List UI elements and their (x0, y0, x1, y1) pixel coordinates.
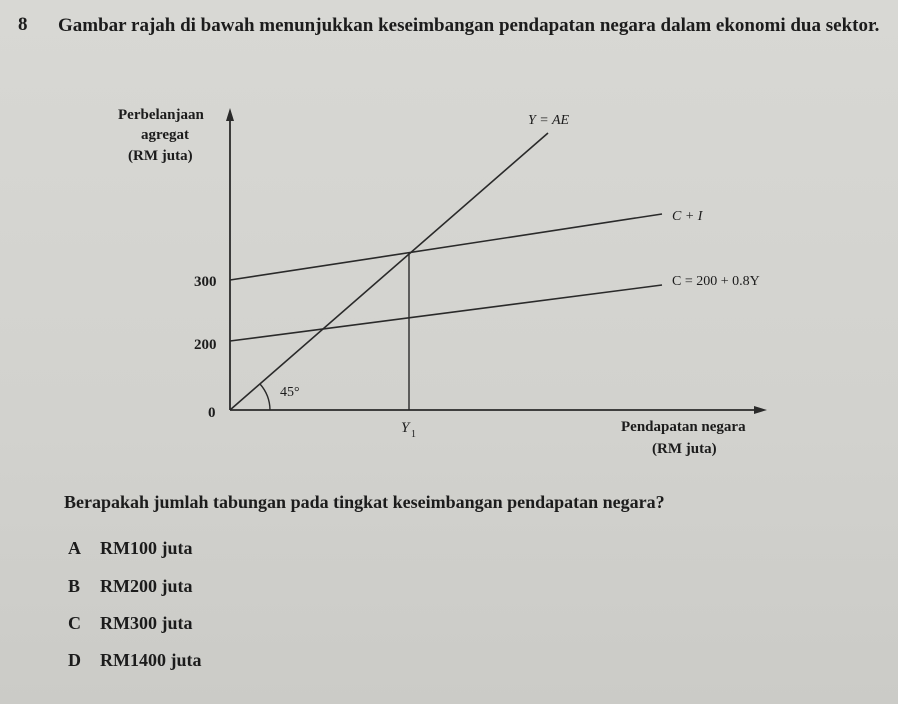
origin-label: 0 (208, 405, 216, 421)
option-b[interactable] (68, 576, 193, 597)
y-axis-label-line1: Perbelanjaan (118, 107, 204, 123)
option-c[interactable] (68, 613, 193, 634)
tick-label-300: 300 (194, 274, 217, 290)
x-marker-y: Y (401, 420, 410, 436)
c-plus-i-line (230, 214, 662, 280)
x-axis-arrow (754, 406, 767, 414)
y-equals-ae-line (230, 133, 548, 410)
option-d-text: RM1400 juta (100, 650, 202, 670)
consumption-line (230, 285, 662, 341)
option-d[interactable] (68, 650, 202, 671)
question-number: 8 (18, 14, 28, 35)
option-a-text: RM100 juta (100, 538, 193, 558)
x-axis-label-line1: Pendapatan negara (621, 419, 746, 435)
y-equals-ae-label: Y = AE (528, 113, 570, 128)
option-d-letter: D (68, 650, 81, 670)
tick-label-200: 200 (194, 337, 217, 353)
x-marker-subscript: 1 (411, 429, 416, 440)
question-prompt: Berapakah jumlah tabungan pada tingkat keseimbangan pendapatan negara? (64, 492, 665, 512)
option-b-text: RM200 juta (100, 576, 193, 596)
y-axis-label-line2: agregat (141, 127, 190, 143)
option-a-letter: A (68, 538, 81, 558)
option-c-letter: C (68, 613, 81, 633)
option-b-letter: B (68, 576, 81, 596)
y-axis-label-line3: (RM juta) (128, 148, 193, 164)
consumption-label: C = 200 + 0.8Y (672, 274, 760, 289)
c-plus-i-label: C + I (672, 209, 703, 224)
option-c-text: RM300 juta (100, 613, 193, 633)
option-a[interactable] (68, 538, 193, 559)
y-axis-arrow (226, 108, 234, 121)
angle-arc (260, 384, 270, 410)
x-axis-label-line2: (RM juta) (652, 441, 717, 457)
question-intro: Gambar rajah di bawah menunjukkan keseimbangan pendapatan negara dalam ekonomi dua sektor. (58, 15, 880, 36)
angle-label: 45° (280, 385, 300, 400)
